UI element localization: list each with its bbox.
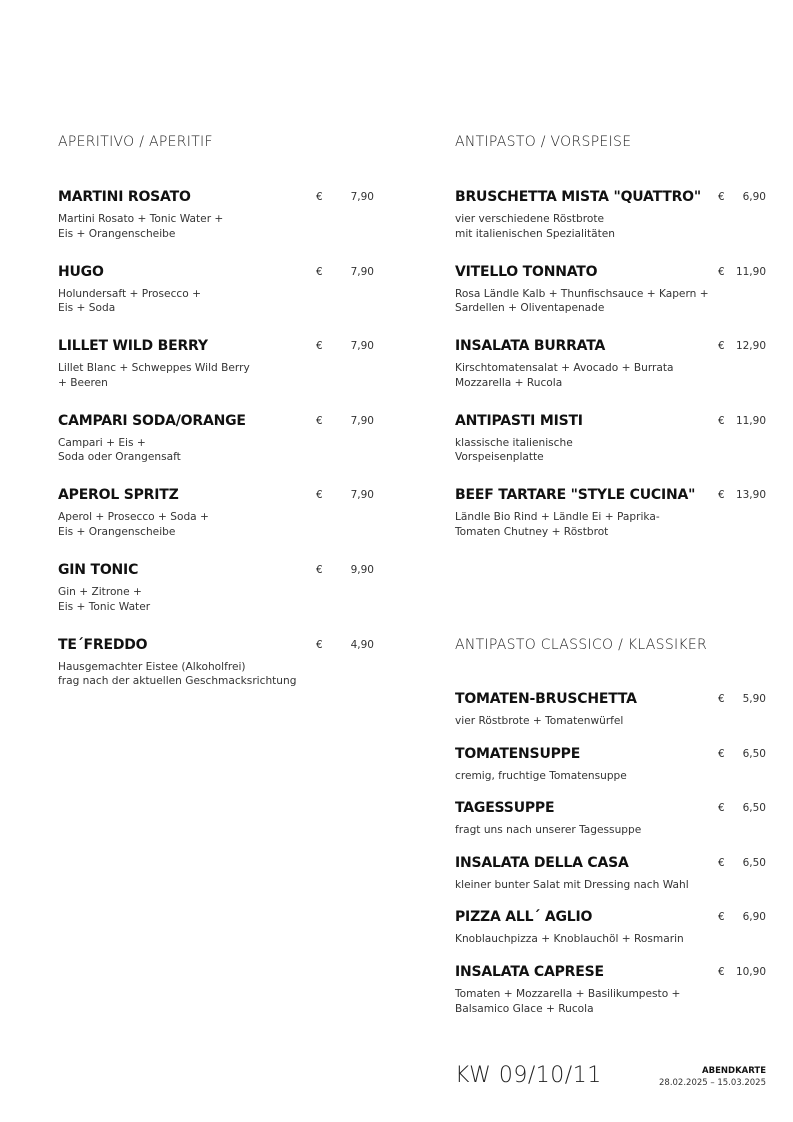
menu-item <box>455 909 766 947</box>
description-line: Rosa Ländle Kalb + Thunfischsauce + Kapern + <box>455 287 709 300</box>
description-line: mit italienischen Spezialitäten <box>455 227 615 240</box>
currency-symbol: € <box>718 340 725 353</box>
description-line: vier verschiedene Röstbrote <box>455 213 604 225</box>
description-line: cremig, fruchtige Tomatensuppe <box>455 769 627 782</box>
menu-item-price: 5,90 <box>742 693 766 705</box>
menu-item <box>455 691 766 729</box>
menu-item <box>455 487 766 539</box>
aperitivo-menu-list <box>58 189 374 709</box>
description-line: Gin + Zitrone + <box>58 586 142 598</box>
menu-item-name: TOMATEN-BRUSCHETTA <box>455 691 637 707</box>
menu-item <box>455 746 766 784</box>
description-line: kleiner bunter Salat mit Dressing nach Wahl <box>455 878 689 891</box>
menu-item-description <box>58 361 374 390</box>
menu-item <box>455 189 766 241</box>
menu-item-description <box>455 361 766 390</box>
menu-item-description <box>58 585 374 614</box>
description-line: Mozzarella + Rucola <box>455 376 563 389</box>
validity-dates: 28.02.2025 – 15.03.2025 <box>659 1078 766 1088</box>
menu-item <box>58 264 374 316</box>
menu-item-price: 10,90 <box>735 966 766 978</box>
description-line: Ländle Bio Rind + Ländle Ei + Paprika- <box>455 511 660 524</box>
description-line: vier Röstbrote + Tomatenwürfel <box>455 715 624 727</box>
menu-item-description <box>455 823 766 838</box>
description-line: Sardellen + Oliventapenade <box>455 302 605 315</box>
menu-item-description <box>455 436 766 465</box>
antipasto-section-title: ANTIPASTO / VORSPEISE <box>455 134 632 150</box>
description-line: Martini Rosato + Tonic Water + <box>58 213 224 225</box>
currency-symbol: € <box>718 489 725 502</box>
menu-item-price: 6,50 <box>742 747 766 760</box>
description-line: Tomaten + Mozzarella + Basilikumpesto + <box>455 988 681 1000</box>
menu-item-description <box>58 212 374 241</box>
menu-item-name: HUGO <box>58 263 104 280</box>
currency-symbol: € <box>718 966 725 978</box>
menu-item-price: 7,90 <box>350 191 374 203</box>
menu-item-name: ANTIPASTI MISTI <box>455 412 583 429</box>
description-line: Soda oder Orangensaft <box>58 451 181 464</box>
menu-item-description <box>455 287 766 316</box>
menu-item-price: 7,90 <box>350 489 374 502</box>
currency-symbol: € <box>718 802 725 815</box>
menu-item-name: INSALATA BURRATA <box>455 338 606 355</box>
currency-symbol: € <box>316 564 323 576</box>
currency-symbol: € <box>718 856 725 869</box>
menu-item <box>455 413 766 465</box>
aperitivo-section-title: APERITIVO / APERITIF <box>58 134 213 150</box>
description-line: + Beeren <box>58 376 108 389</box>
menu-item-description <box>455 769 766 784</box>
description-line: Kirschtomatensalat + Avocado + Burrata <box>455 362 674 375</box>
description-line: klassische italienische <box>455 436 573 449</box>
description-line: frag nach der aktuellen Geschmacksrichtung <box>58 675 297 688</box>
menu-item-price: 6,90 <box>742 191 766 203</box>
currency-symbol: € <box>316 191 323 203</box>
menu-item-description <box>58 287 374 316</box>
menu-item-name: APEROL SPRITZ <box>58 487 179 504</box>
menu-item-price: 6,50 <box>742 802 766 815</box>
menu-item <box>58 338 374 390</box>
menu-item-price: 7,90 <box>350 340 374 353</box>
menu-item-price: 7,90 <box>350 265 374 278</box>
menu-item-price: 6,50 <box>742 856 766 869</box>
description-line: Tomaten Chutney + Röstbrot <box>455 525 609 538</box>
menu-item-name: BRUSCHETTA MISTA "QUATTRO" <box>455 189 701 205</box>
currency-symbol: € <box>316 414 323 427</box>
description-line: Eis + Orangenscheibe <box>58 525 176 538</box>
menu-item-name: GIN TONIC <box>58 562 139 578</box>
description-line: Hausgemachter Eistee (Alkoholfrei) <box>58 660 246 673</box>
description-line: Aperol + Prosecco + Soda + <box>58 511 209 524</box>
menu-item <box>58 189 374 241</box>
menu-item-description <box>58 436 374 465</box>
menu-item-price: 9,90 <box>350 564 374 576</box>
menu-item-name: INSALATA DELLA CASA <box>455 854 629 871</box>
menu-item-description <box>455 212 766 241</box>
description-line: Balsamico Glace + Rucola <box>455 1002 594 1015</box>
description-line: Holundersaft + Prosecco + <box>58 287 201 300</box>
menu-item <box>58 413 374 465</box>
menu-item-price: 11,90 <box>735 265 766 278</box>
menu-item-description <box>58 510 374 539</box>
menu-item-price: 13,90 <box>735 489 766 502</box>
menu-item <box>58 637 374 689</box>
antipasto-menu-list <box>455 189 766 559</box>
menu-item-price: 12,90 <box>735 340 766 353</box>
menu-item-name: CAMPARI SODA/ORANGE <box>58 412 246 429</box>
menu-item <box>58 487 374 539</box>
menu-item-description <box>455 714 766 729</box>
classico-section-title: ANTIPASTO CLASSICO / KLASSIKER <box>455 637 708 653</box>
menu-item <box>455 338 766 390</box>
description-line: Eis + Orangenscheibe <box>58 227 176 240</box>
description-line: Eis + Soda <box>58 302 116 315</box>
menu-item-description <box>455 878 766 893</box>
menu-item-name: INSALATA CAPRESE <box>455 964 604 980</box>
menu-validity <box>659 1066 766 1088</box>
menu-item-price: 7,90 <box>350 414 374 427</box>
menu-item-description <box>58 660 374 689</box>
menu-item <box>455 964 766 1016</box>
menu-item-name: BEEF TARTARE "STYLE CUCINA" <box>455 487 696 504</box>
description-line: Eis + Tonic Water <box>58 600 151 613</box>
menu-item-description <box>455 987 766 1016</box>
menu-item-description <box>455 510 766 539</box>
menu-item-price: 11,90 <box>735 414 766 427</box>
menu-item-price: 4,90 <box>350 638 374 651</box>
description-line: fragt uns nach unserer Tagessuppe <box>455 824 642 837</box>
menu-item-name: MARTINI ROSATO <box>58 189 191 205</box>
description-line: Campari + Eis + <box>58 436 146 449</box>
currency-symbol: € <box>316 265 323 278</box>
menu-item-name: VITELLO TONNATO <box>455 263 598 280</box>
classico-menu-list <box>455 691 766 1031</box>
currency-symbol: € <box>718 414 725 427</box>
menu-type-label: ABENDKARTE <box>702 1066 766 1076</box>
menu-item <box>455 264 766 316</box>
menu-item-name: PIZZA ALL´ AGLIO <box>455 909 593 926</box>
menu-item <box>455 800 766 838</box>
menu-item-name: TE´FREDDO <box>58 636 148 653</box>
menu-item-description <box>455 932 766 947</box>
currency-symbol: € <box>718 191 725 203</box>
menu-item-name: TAGESSUPPE <box>455 800 555 817</box>
calendar-week: KW 09/10/11 <box>455 1063 602 1088</box>
currency-symbol: € <box>316 489 323 502</box>
currency-symbol: € <box>718 693 725 705</box>
description-line: Knoblauchpizza + Knoblauchöl + Rosmarin <box>455 933 684 946</box>
description-line: Vorspeisenplatte <box>455 451 544 464</box>
currency-symbol: € <box>718 747 725 760</box>
menu-item-price: 6,90 <box>742 911 766 924</box>
menu-item <box>58 562 374 614</box>
menu-item <box>455 855 766 893</box>
description-line: Lillet Blanc + Schweppes Wild Berry <box>58 362 250 375</box>
currency-symbol: € <box>316 340 323 353</box>
currency-symbol: € <box>718 911 725 924</box>
currency-symbol: € <box>718 265 725 278</box>
menu-item-name: LILLET WILD BERRY <box>58 338 208 355</box>
menu-item-name: TOMATENSUPPE <box>455 745 581 762</box>
currency-symbol: € <box>316 638 323 651</box>
